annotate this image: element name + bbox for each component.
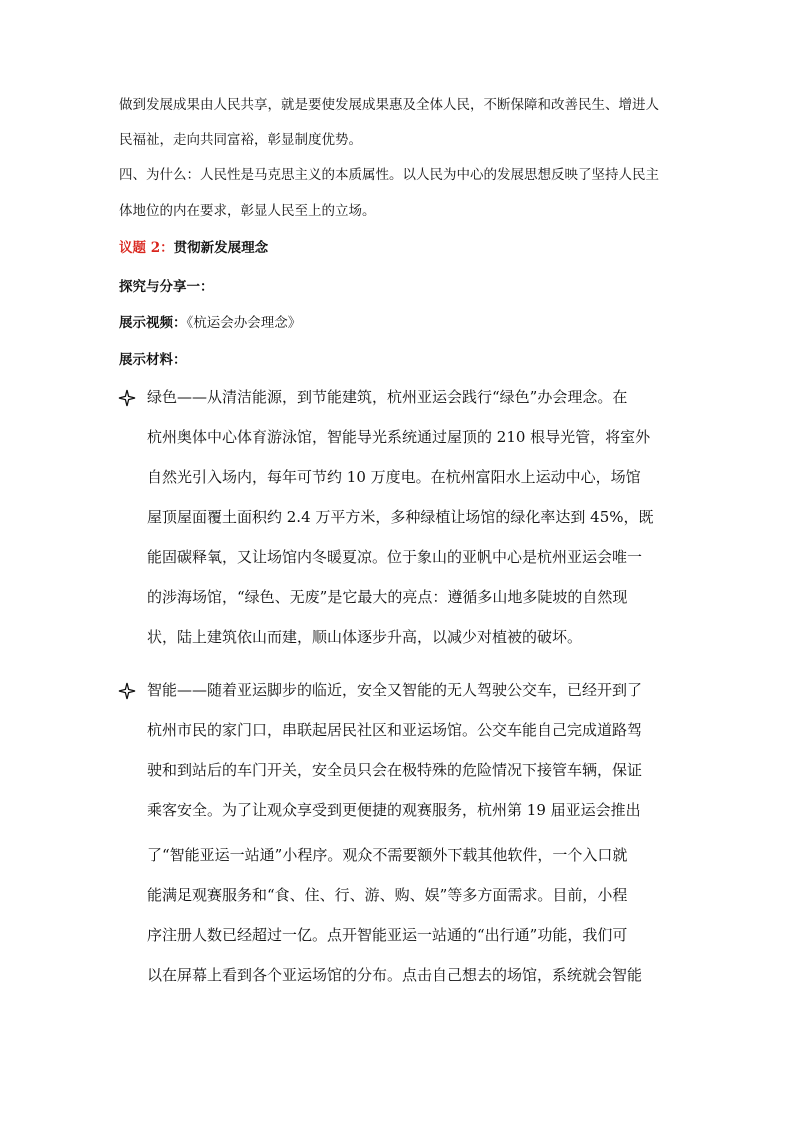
paragraph-line: 民福祉，走向共同富裕，彰显制度优势。 <box>119 132 362 148</box>
four-point-star-icon <box>118 389 136 407</box>
video-title: 《杭运会办会理念》 <box>186 315 302 331</box>
paragraph-line: 四、为什么：人民性是马克思主义的本质属性。以人民为中心的发展思想反映了坚持人民主 <box>119 167 659 183</box>
video-heading <box>119 314 301 332</box>
bullet-line: 了“智能亚运一站通”小程序。观众不需要额外下载其他软件，一个入口就 <box>147 846 628 864</box>
explore-heading: 探究与分享一： <box>119 279 214 295</box>
bullet-line: 屋顶屋面覆土面积约 2.4 万平方米，多种绿植让场馆的绿化率达到 45%，既 <box>147 508 654 526</box>
bullet-line: 序注册人数已经超过一亿。点开智能亚运一站通的“出行通”功能，我们可 <box>147 926 628 944</box>
bullet-line: 的涉海场馆，“绿色、无废”是它最大的亮点：遵循多山地多陡坡的自然现 <box>147 588 628 606</box>
materials-heading: 展示材料： <box>119 352 187 368</box>
bullet-line: 能固碳释氧，又让场馆内冬暖夏凉。位于象山的亚帆中心是杭州亚运会唯一 <box>147 548 643 566</box>
bullet-line: 状，陆上建筑依山而建，顺山体逐步升高，以减少对植被的破坏。 <box>147 628 583 646</box>
bullet-line: 杭州市民的家门口，串联起居民社区和亚运场馆。公交车能自己完成道路驾 <box>147 721 643 739</box>
video-label: 展示视频： <box>119 315 187 331</box>
paragraph-line: 做到发展成果由人民共享，就是要使发展成果惠及全体人民，不断保障和改善民生、增进人 <box>119 97 659 113</box>
four-point-star-icon <box>118 682 136 700</box>
topic-label: 议题 2： <box>119 240 174 256</box>
bullet-line: 驶和到站后的车门开关，安全员只会在极特殊的危险情况下接管车辆，保证 <box>147 761 643 779</box>
topic-heading <box>119 239 268 257</box>
bullet-line: 杭州奥体中心体育游泳馆，智能导光系统通过屋顶的 210 根导光管，将室外 <box>147 428 651 446</box>
bullet-line: 智能——随着亚运脚步的临近，安全又智能的无人驾驶公交车，已经开到了 <box>147 681 643 699</box>
paragraph-line: 体地位的内在要求，彰显人民至上的立场。 <box>119 203 376 219</box>
bullet-line: 乘客安全。为了让观众享受到更便捷的观赛服务，杭州第 19 届亚运会推出 <box>147 801 641 819</box>
bullet-line: 能满足观赛服务和“食、住、行、游、购、娱”等多方面需求。目前，小程 <box>147 886 628 904</box>
bullet-line: 以在屏幕上看到各个亚运场馆的分布。点击自己想去的场馆，系统就会智能 <box>147 966 643 984</box>
topic-title: 贯彻新发展理念 <box>173 240 269 256</box>
bullet-line: 绿色——从清洁能源，到节能建筑，杭州亚运会践行“绿色”办会理念。在 <box>147 388 628 406</box>
bullet-line: 自然光引入场内，每年可节约 10 万度电。在杭州富阳水上运动中心，场馆 <box>147 468 641 486</box>
